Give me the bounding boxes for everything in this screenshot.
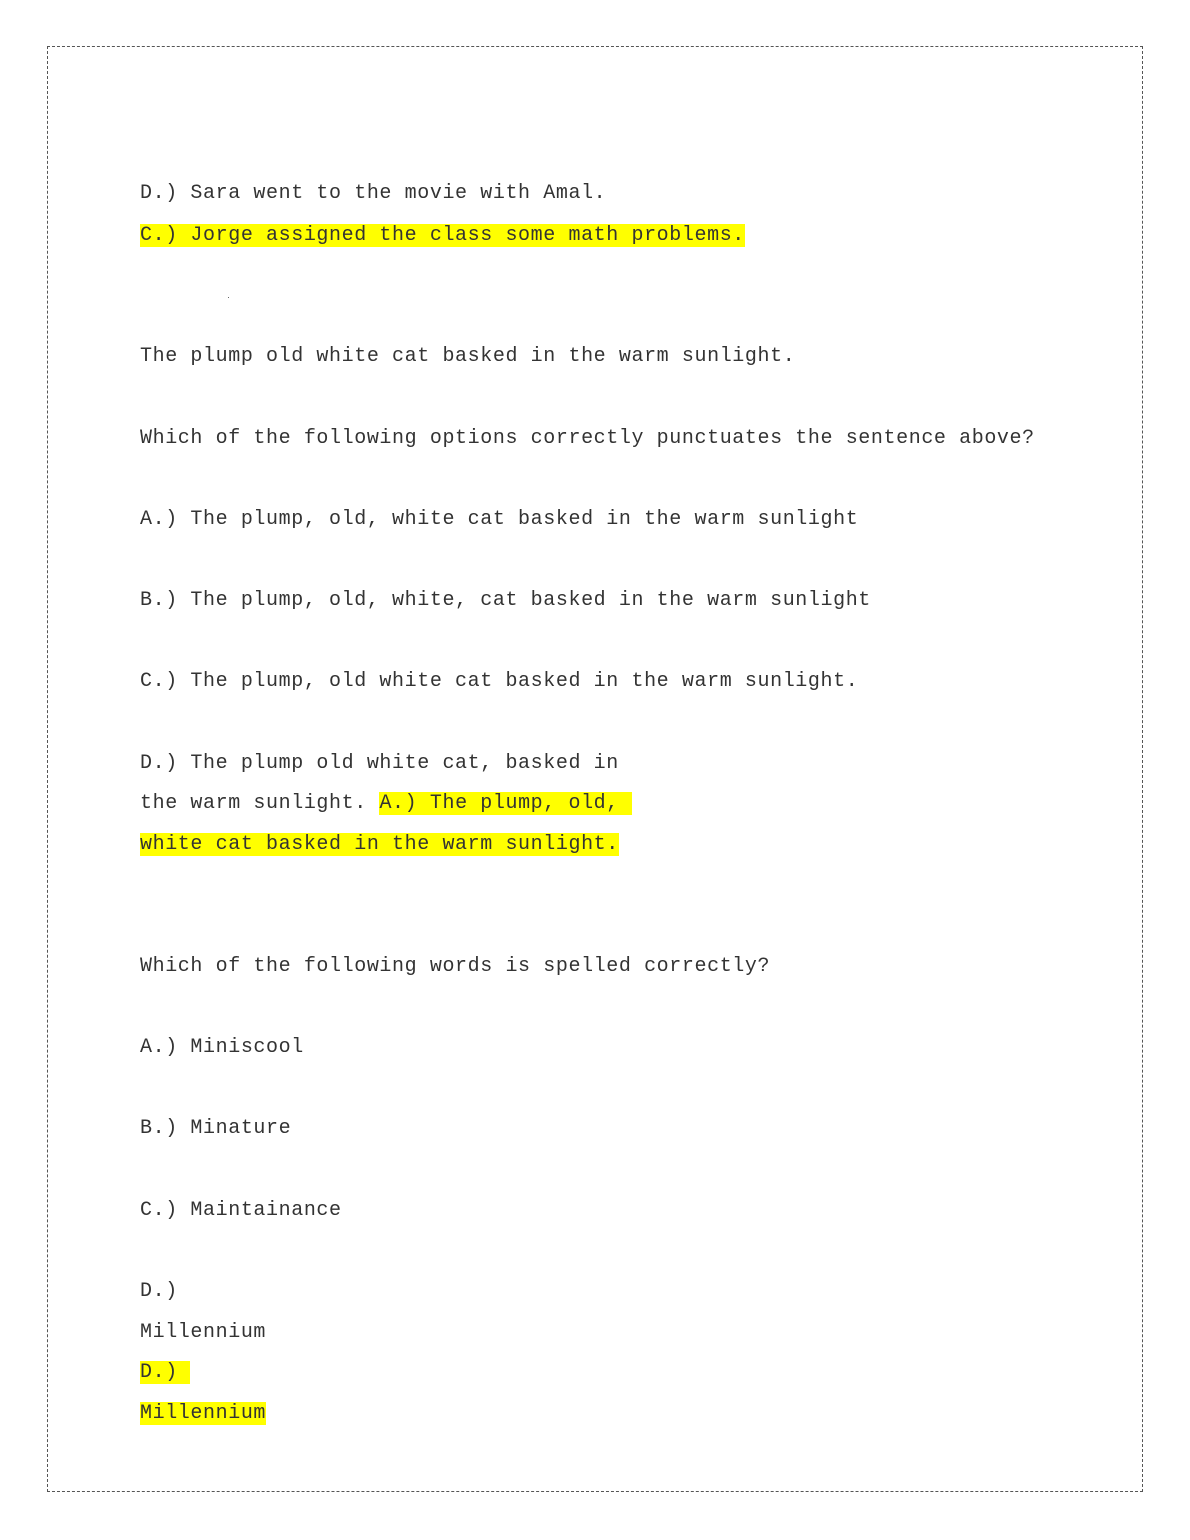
q3-question: Which of the following words is spelled correctly? [140, 955, 771, 978]
q3-option-d-label: D.) [140, 1280, 178, 1303]
q2-answer-line2-row [140, 833, 619, 857]
q2-answer-line2: white cat basked in the warm sunlight. [140, 833, 619, 856]
q3-option-c: C.) Maintainance [140, 1199, 342, 1222]
q2-question: Which of the following options correctly punctuates the sentence above? [140, 427, 1035, 450]
q1-option-d: D.) Sara went to the movie with Amal. [140, 182, 607, 205]
q3-answer-label-row [140, 1361, 190, 1385]
q2-option-a: A.) The plump, old, white cat basked in the warm sunlight [140, 508, 859, 531]
q3-answer-word-row [140, 1402, 266, 1426]
q2-option-d-line2 [140, 792, 632, 816]
q2-answer-line1: A.) The plump, old, [379, 792, 632, 815]
q3-option-b: B.) Minature [140, 1117, 292, 1140]
q2-option-d-line1: D.) The plump old white cat, basked in [140, 752, 619, 775]
q1-answer-highlight: C.) Jorge assigned the class some math problems. [140, 224, 745, 247]
q3-option-d-word: Millennium [140, 1321, 267, 1344]
q3-answer-word: Millennium [140, 1402, 267, 1425]
q2-sentence: The plump old white cat basked in the warm sunlight. [140, 345, 796, 368]
q2-option-b: B.) The plump, old, white, cat basked in the warm sunlight [140, 589, 871, 612]
stray-dot [228, 297, 229, 298]
q3-option-a: A.) Miniscool [140, 1036, 304, 1059]
q2-option-c: C.) The plump, old white cat basked in the warm sunlight. [140, 670, 859, 693]
q1-answer [140, 224, 745, 248]
q2-option-d-tail: the warm sunlight. [140, 792, 367, 815]
q3-answer-label: D.) [140, 1361, 191, 1384]
